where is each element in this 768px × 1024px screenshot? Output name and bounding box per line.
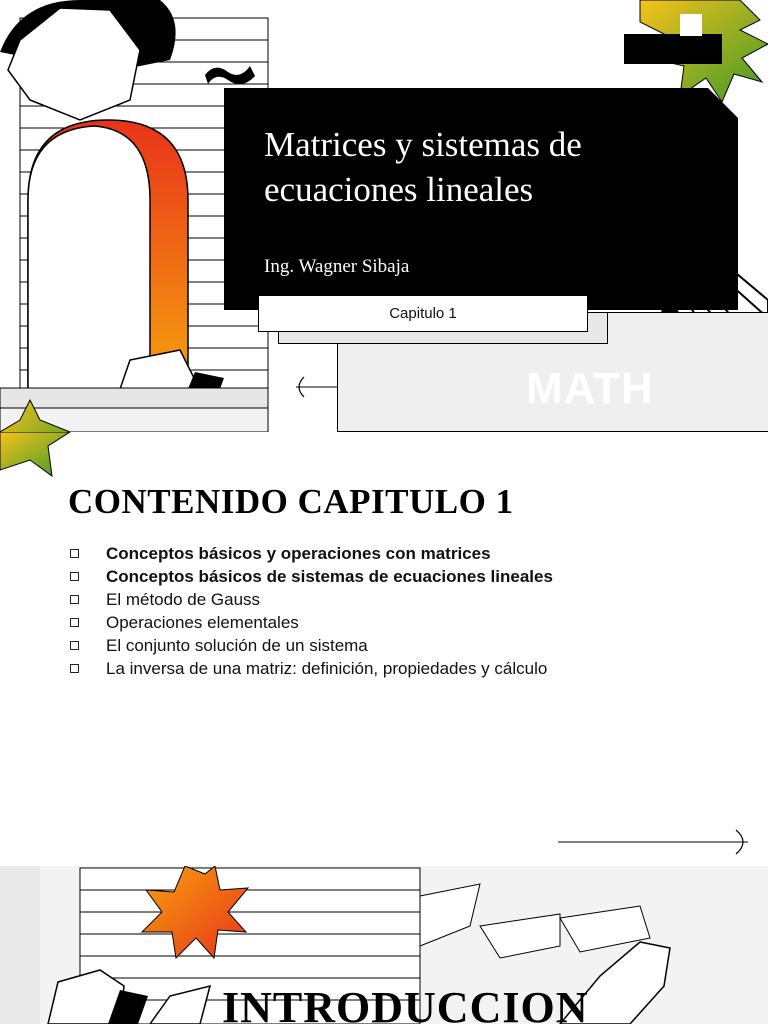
math-watermark: MATH [526,364,654,413]
intro-slide [0,866,768,1024]
list-item: Conceptos básicos y operaciones con matrices [68,542,553,565]
contents-slide [0,432,768,866]
list-item: Conceptos básicos de sistemas de ecuaciones lineales [68,565,553,588]
chapter-label: Capitulo 1 [258,295,588,332]
intro-title: INTRODUCCION [222,983,589,1024]
square-bullet-icon [70,595,79,604]
list-item: El conjunto solución de un sistema [68,634,553,657]
title-slide [0,0,768,432]
square-bullet-icon [70,572,79,581]
author-name: Ing. Wagner Sibaja [264,256,410,277]
list-item: El método de Gauss [68,588,553,611]
list-item: La inversa de una matriz: definición, propiedades y cálculo [68,657,553,680]
square-bullet-icon [70,618,79,627]
square-bullet-icon [70,549,79,558]
star-shape [0,432,70,476]
section-title: CONTENIDO CAPITULO 1 [68,482,514,521]
square-bullet-icon [70,664,79,673]
presentation-title: Matrices y sistemas de ecuaciones lineales [264,125,582,209]
topic-list [68,542,553,680]
square-bullet-icon [70,641,79,650]
list-item: Operaciones elementales [68,611,553,634]
